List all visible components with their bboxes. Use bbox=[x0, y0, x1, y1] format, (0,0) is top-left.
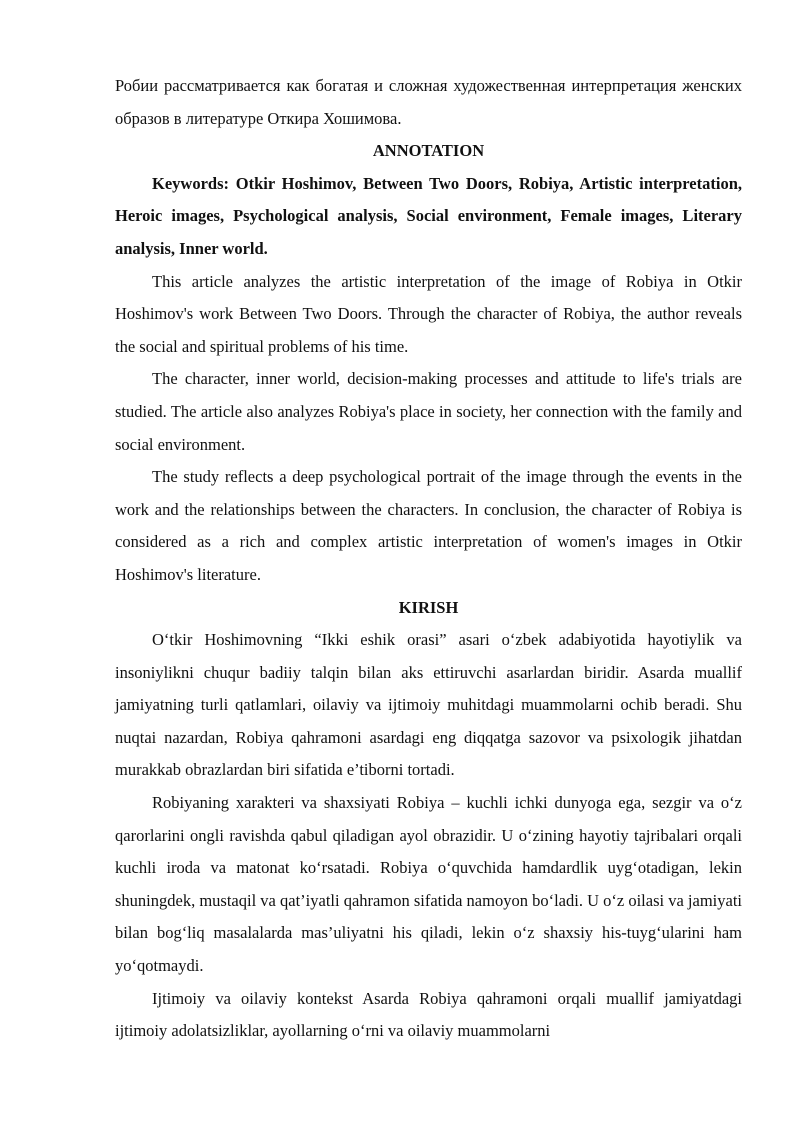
document-page bbox=[115, 70, 742, 1048]
kirish-heading: KIRISH bbox=[398, 597, 459, 617]
keywords-paragraph: Keywords: Otkir Hoshimov, Between Two Doors, Robiya, Artistic interpretation, Heroic images, Psychological analysis, Social environment, Female images, Literary analysis, Inner world. bbox=[115, 173, 742, 258]
kirish-paragraph-1: O‘tkir Hoshimovning “Ikki eshik orasi” asari o‘zbek adabiyotida hayotiylik va insoniylikni chuqur badiiy talqin bilan aks ettiruvchi asarlardan biridir. Asarda muallif jamiyatning turli qatlamlari, oilaviy va ijtimoiy muhitdagi muammolarni ochib beradi. Shu nuqtai nazardan, Robiya qahramoni asardagi eng diqqatga sazovor va psixologik jihatdan murakkab obrazlardan biri sifatida e’tiborni tortadi. bbox=[115, 630, 742, 780]
annotation-heading: ANNOTATION bbox=[372, 141, 485, 161]
kirish-paragraph-2: Robiyaning xarakteri va shaxsiyati Robiya – kuchli ichki dunyoga ega, sezgir va o‘z qarorlarini ongli ravishda qabul qiladigan ayol obrazidir. U o‘zining hayotiy tajribalari orqali kuchli iroda va matonat ko‘rsatadi. Robiya o‘quvchida hamdardlik uyg‘otadigan, lekin shuningdek, mustaqil va qat’iyatli qahramon sifatida namoyon bo‘ladi. U o‘z oilasi va jamiyati bilan bog‘liq masalalarda mas’uliyatni his qiladi, lekin o‘z shaxsiy his-tuyg‘ularini ham yo‘qotmaydi. bbox=[115, 793, 742, 976]
annotation-paragraph-3: The study reflects a deep psychological portrait of the image through the events in the work and the relationships between the characters. In conclusion, the character of Robiya is considered as a rich and complex artistic interpretation of women's images in Otkir Hoshimov's literature. bbox=[115, 467, 742, 584]
annotation-paragraph-1: This article analyzes the artistic interpretation of the image of Robiya in Otkir Hoshimov's work Between Two Doors. Through the character of Robiya, the author reveals the social and spiritual problems of his time. bbox=[115, 271, 742, 356]
intro-continuation-paragraph: Робии рассматривается как богатая и сложная художественная интерпретация женских образов в литературе Откира Хошимова. bbox=[115, 76, 742, 128]
kirish-paragraph-3: Ijtimoiy va oilaviy kontekst Asarda Robiya qahramoni orqali muallif jamiyatdagi ijtimoiy adolatsizliklar, ayollarning o‘rni va oilaviy muammolarni bbox=[115, 988, 742, 1041]
annotation-paragraph-2: The character, inner world, decision-making processes and attitude to life's trials are studied. The article also analyzes Robiya's place in society, her connection with the family and social environment. bbox=[115, 369, 742, 454]
